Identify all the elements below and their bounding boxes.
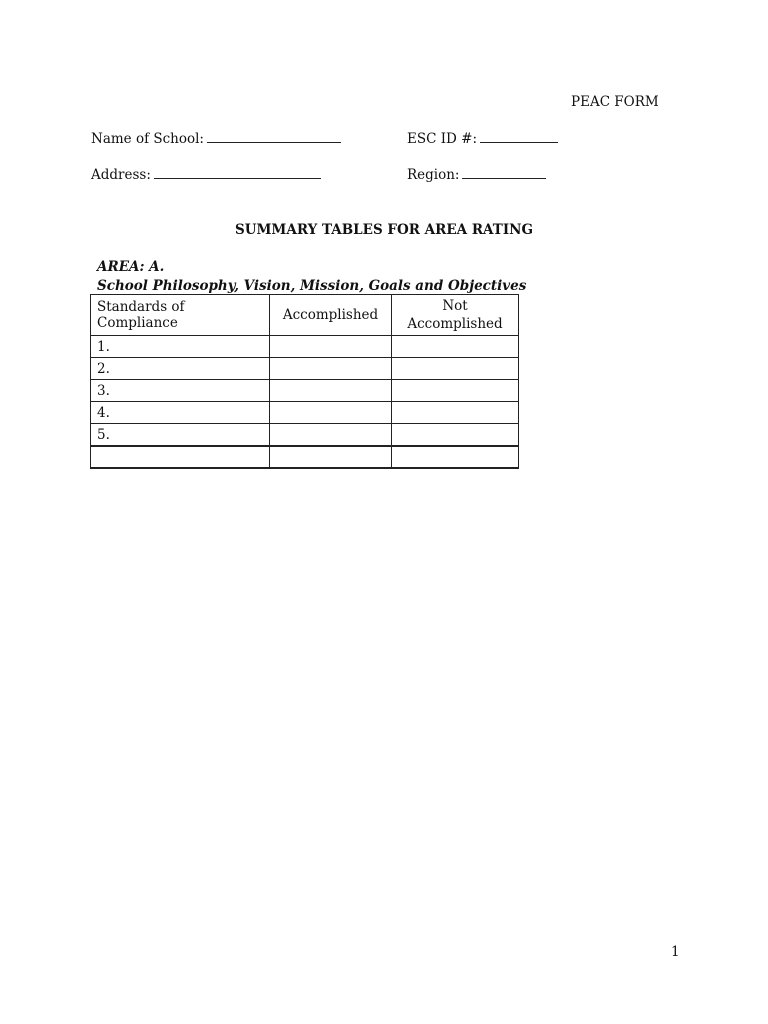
name-of-school-label: Name of School: — [91, 131, 204, 147]
summary-table — [90, 294, 519, 469]
area-heading — [97, 258, 526, 296]
name-of-school-field — [91, 131, 341, 147]
table-header-row — [91, 295, 519, 336]
summary-title: SUMMARY TABLES FOR AREA RATING — [234, 222, 534, 238]
not-accomplished-cell[interactable] — [392, 402, 519, 424]
accomplished-cell[interactable] — [270, 446, 392, 468]
not-accomplished-cell[interactable] — [392, 336, 519, 358]
accomplished-cell[interactable] — [270, 424, 392, 447]
region-blank[interactable] — [462, 177, 546, 179]
area-label: AREA: A. — [97, 259, 165, 275]
standard-cell[interactable]: 3. — [91, 380, 270, 402]
name-of-school-blank[interactable] — [207, 141, 341, 143]
standard-cell[interactable]: 4. — [91, 402, 270, 424]
standard-cell[interactable] — [91, 446, 270, 468]
address-label: Address: — [91, 167, 151, 183]
table-row — [91, 402, 519, 424]
area-name: School Philosophy, Vision, Mission, Goals and Objectives — [97, 278, 527, 294]
standard-cell[interactable]: 1. — [91, 336, 270, 358]
standard-cell[interactable]: 2. — [91, 358, 270, 380]
table-row — [91, 358, 519, 380]
accomplished-cell[interactable] — [270, 336, 392, 358]
standard-cell[interactable]: 5. — [91, 424, 270, 447]
table-row — [91, 446, 519, 468]
header-not-line2: Accomplished — [407, 316, 503, 332]
header-accomplished: Accomplished — [270, 295, 392, 336]
table-row — [91, 424, 519, 447]
header-not-line1: Not — [442, 298, 468, 314]
not-accomplished-cell[interactable] — [392, 424, 519, 447]
table-row — [91, 380, 519, 402]
accomplished-cell[interactable] — [270, 358, 392, 380]
address-field — [91, 167, 321, 183]
table-row — [91, 336, 519, 358]
not-accomplished-cell[interactable] — [392, 446, 519, 468]
page-number: 1 — [671, 944, 680, 960]
esc-id-label: ESC ID #: — [407, 131, 478, 147]
not-accomplished-cell[interactable] — [392, 380, 519, 402]
region-label: Region: — [407, 167, 460, 183]
accomplished-cell[interactable] — [270, 380, 392, 402]
accomplished-cell[interactable] — [270, 402, 392, 424]
esc-id-field — [407, 131, 558, 147]
esc-id-blank[interactable] — [480, 141, 558, 143]
region-field — [407, 167, 546, 183]
header-not-accomplished — [392, 295, 519, 336]
form-title: PEAC FORM — [571, 94, 659, 110]
header-standards-of-compliance: Standards of Compliance — [91, 295, 270, 336]
address-blank[interactable] — [154, 177, 321, 179]
not-accomplished-cell[interactable] — [392, 358, 519, 380]
